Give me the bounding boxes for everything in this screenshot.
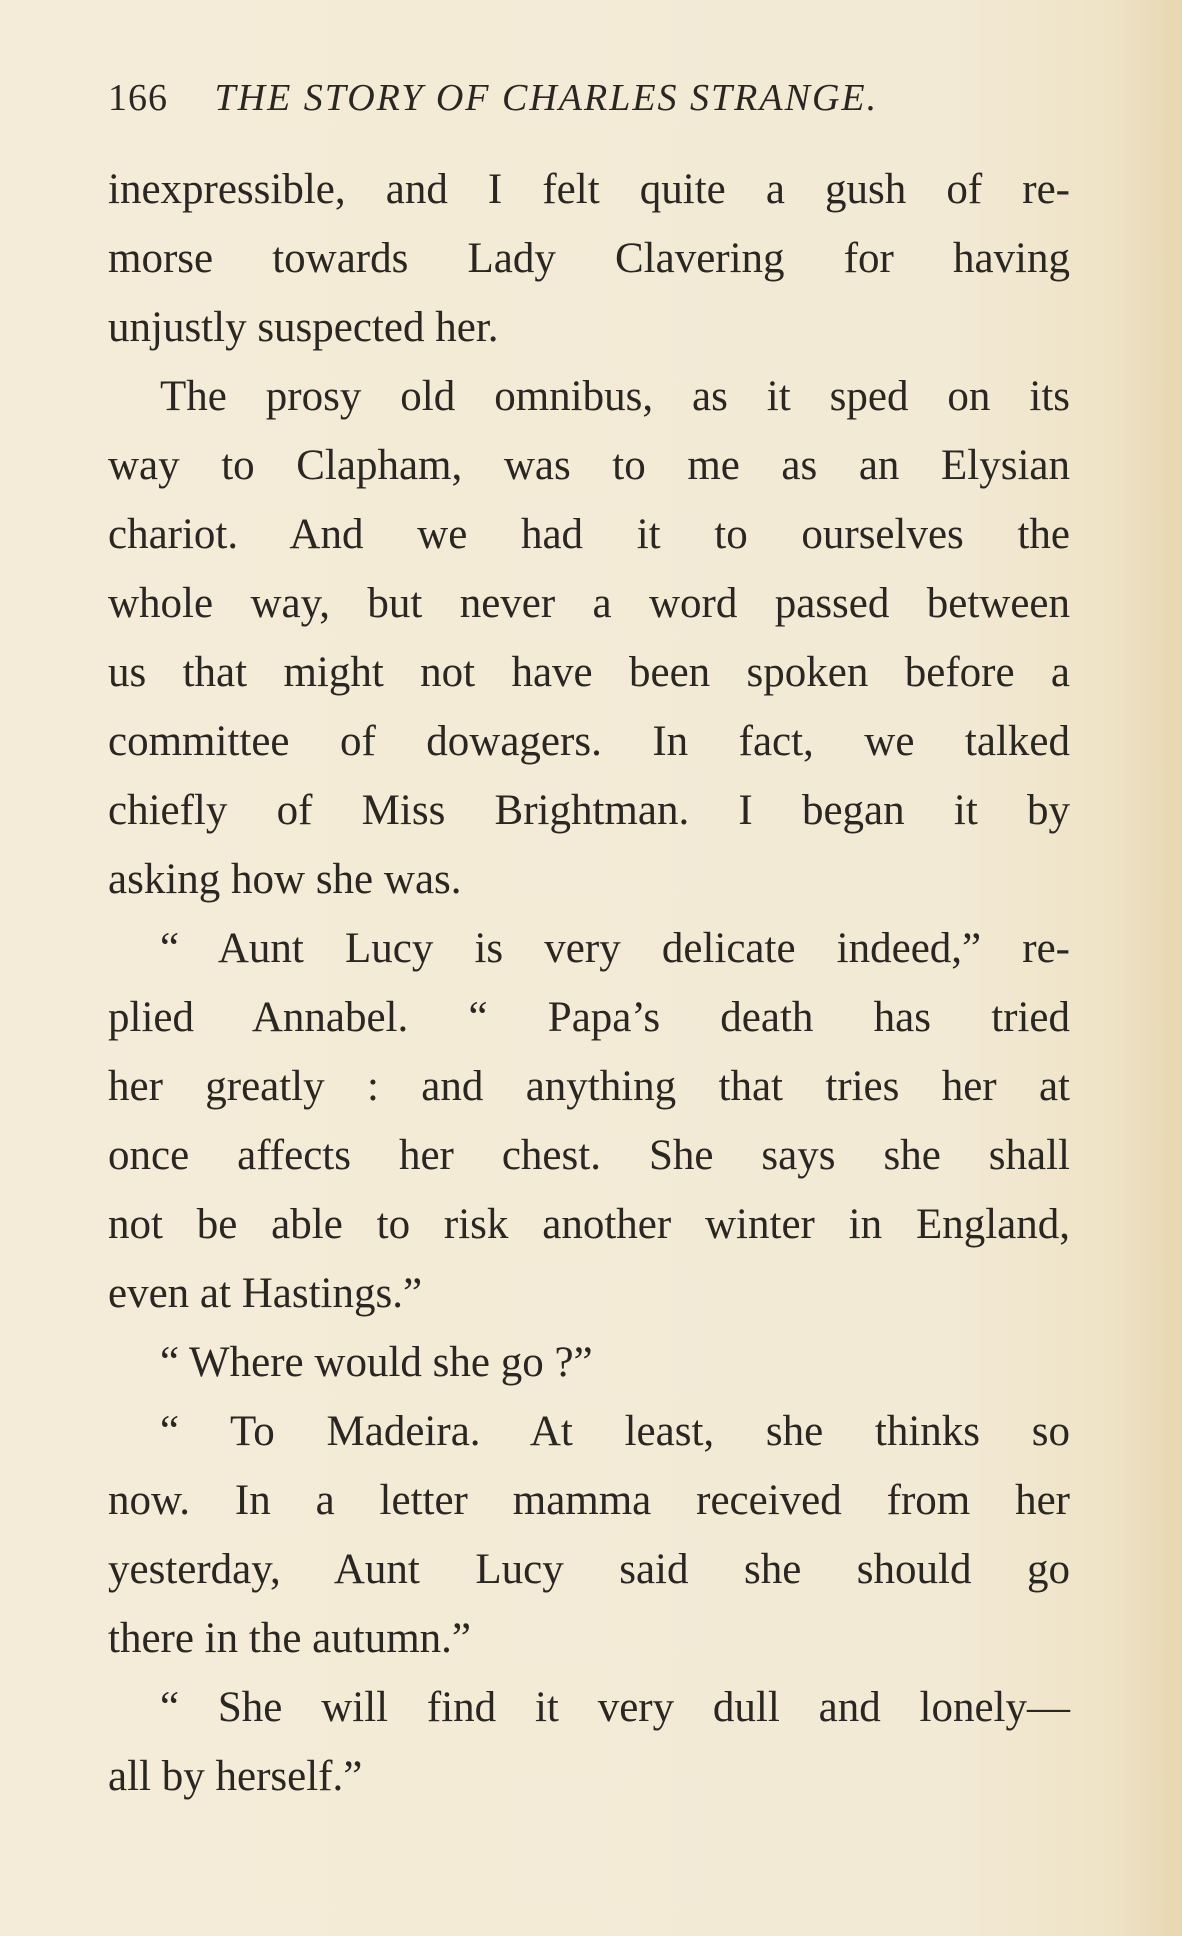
text-line: The prosy old omnibus, as it sped on its [160, 373, 1070, 420]
text-line: “ She will find it very dull and lonely— [160, 1684, 1070, 1731]
text-line: there in the autumn.” [108, 1615, 471, 1662]
text-line: “ Where would she go ?” [160, 1339, 593, 1386]
text-line: way to Clapham, was to me as an Elysian [108, 442, 1070, 489]
text-line: committee of dowagers. In fact, we talked [108, 718, 1070, 765]
body-text [108, 155, 1070, 1811]
text-line: unjustly suspected her. [108, 304, 499, 351]
text-line: all by herself.” [108, 1753, 363, 1800]
text-line: chiefly of Miss Brightman. I began it by [108, 787, 1070, 834]
page-number: 166 [108, 77, 168, 119]
text-line: us that might not have been spoken before a [108, 649, 1070, 696]
running-title: THE STORY OF CHARLES STRANGE. [214, 77, 879, 119]
text-line: once affects her chest. She says she shall [108, 1132, 1070, 1179]
text-line: inexpressible, and I felt quite a gush of re- [108, 166, 1070, 213]
text-line: not be able to risk another winter in England, [108, 1201, 1070, 1248]
text-line: “ To Madeira. At least, she thinks so [160, 1408, 1070, 1455]
running-head [108, 70, 1068, 126]
text-line: yesterday, Aunt Lucy said she should go [108, 1546, 1070, 1593]
text-line: “ Aunt Lucy is very delicate indeed,” re- [160, 925, 1070, 972]
text-line: whole way, but never a word passed between [108, 580, 1070, 627]
text-line: morse towards Lady Clavering for having [108, 235, 1070, 282]
text-line: plied Annabel. “ Papa’s death has tried [108, 994, 1070, 1041]
text-line: chariot. And we had it to ourselves the [108, 511, 1070, 558]
text-line: her greatly : and anything that tries her at [108, 1063, 1070, 1110]
text-line: now. In a letter mamma received from her [108, 1477, 1070, 1524]
text-line: even at Hastings.” [108, 1270, 423, 1317]
text-line: asking how she was. [108, 856, 462, 903]
